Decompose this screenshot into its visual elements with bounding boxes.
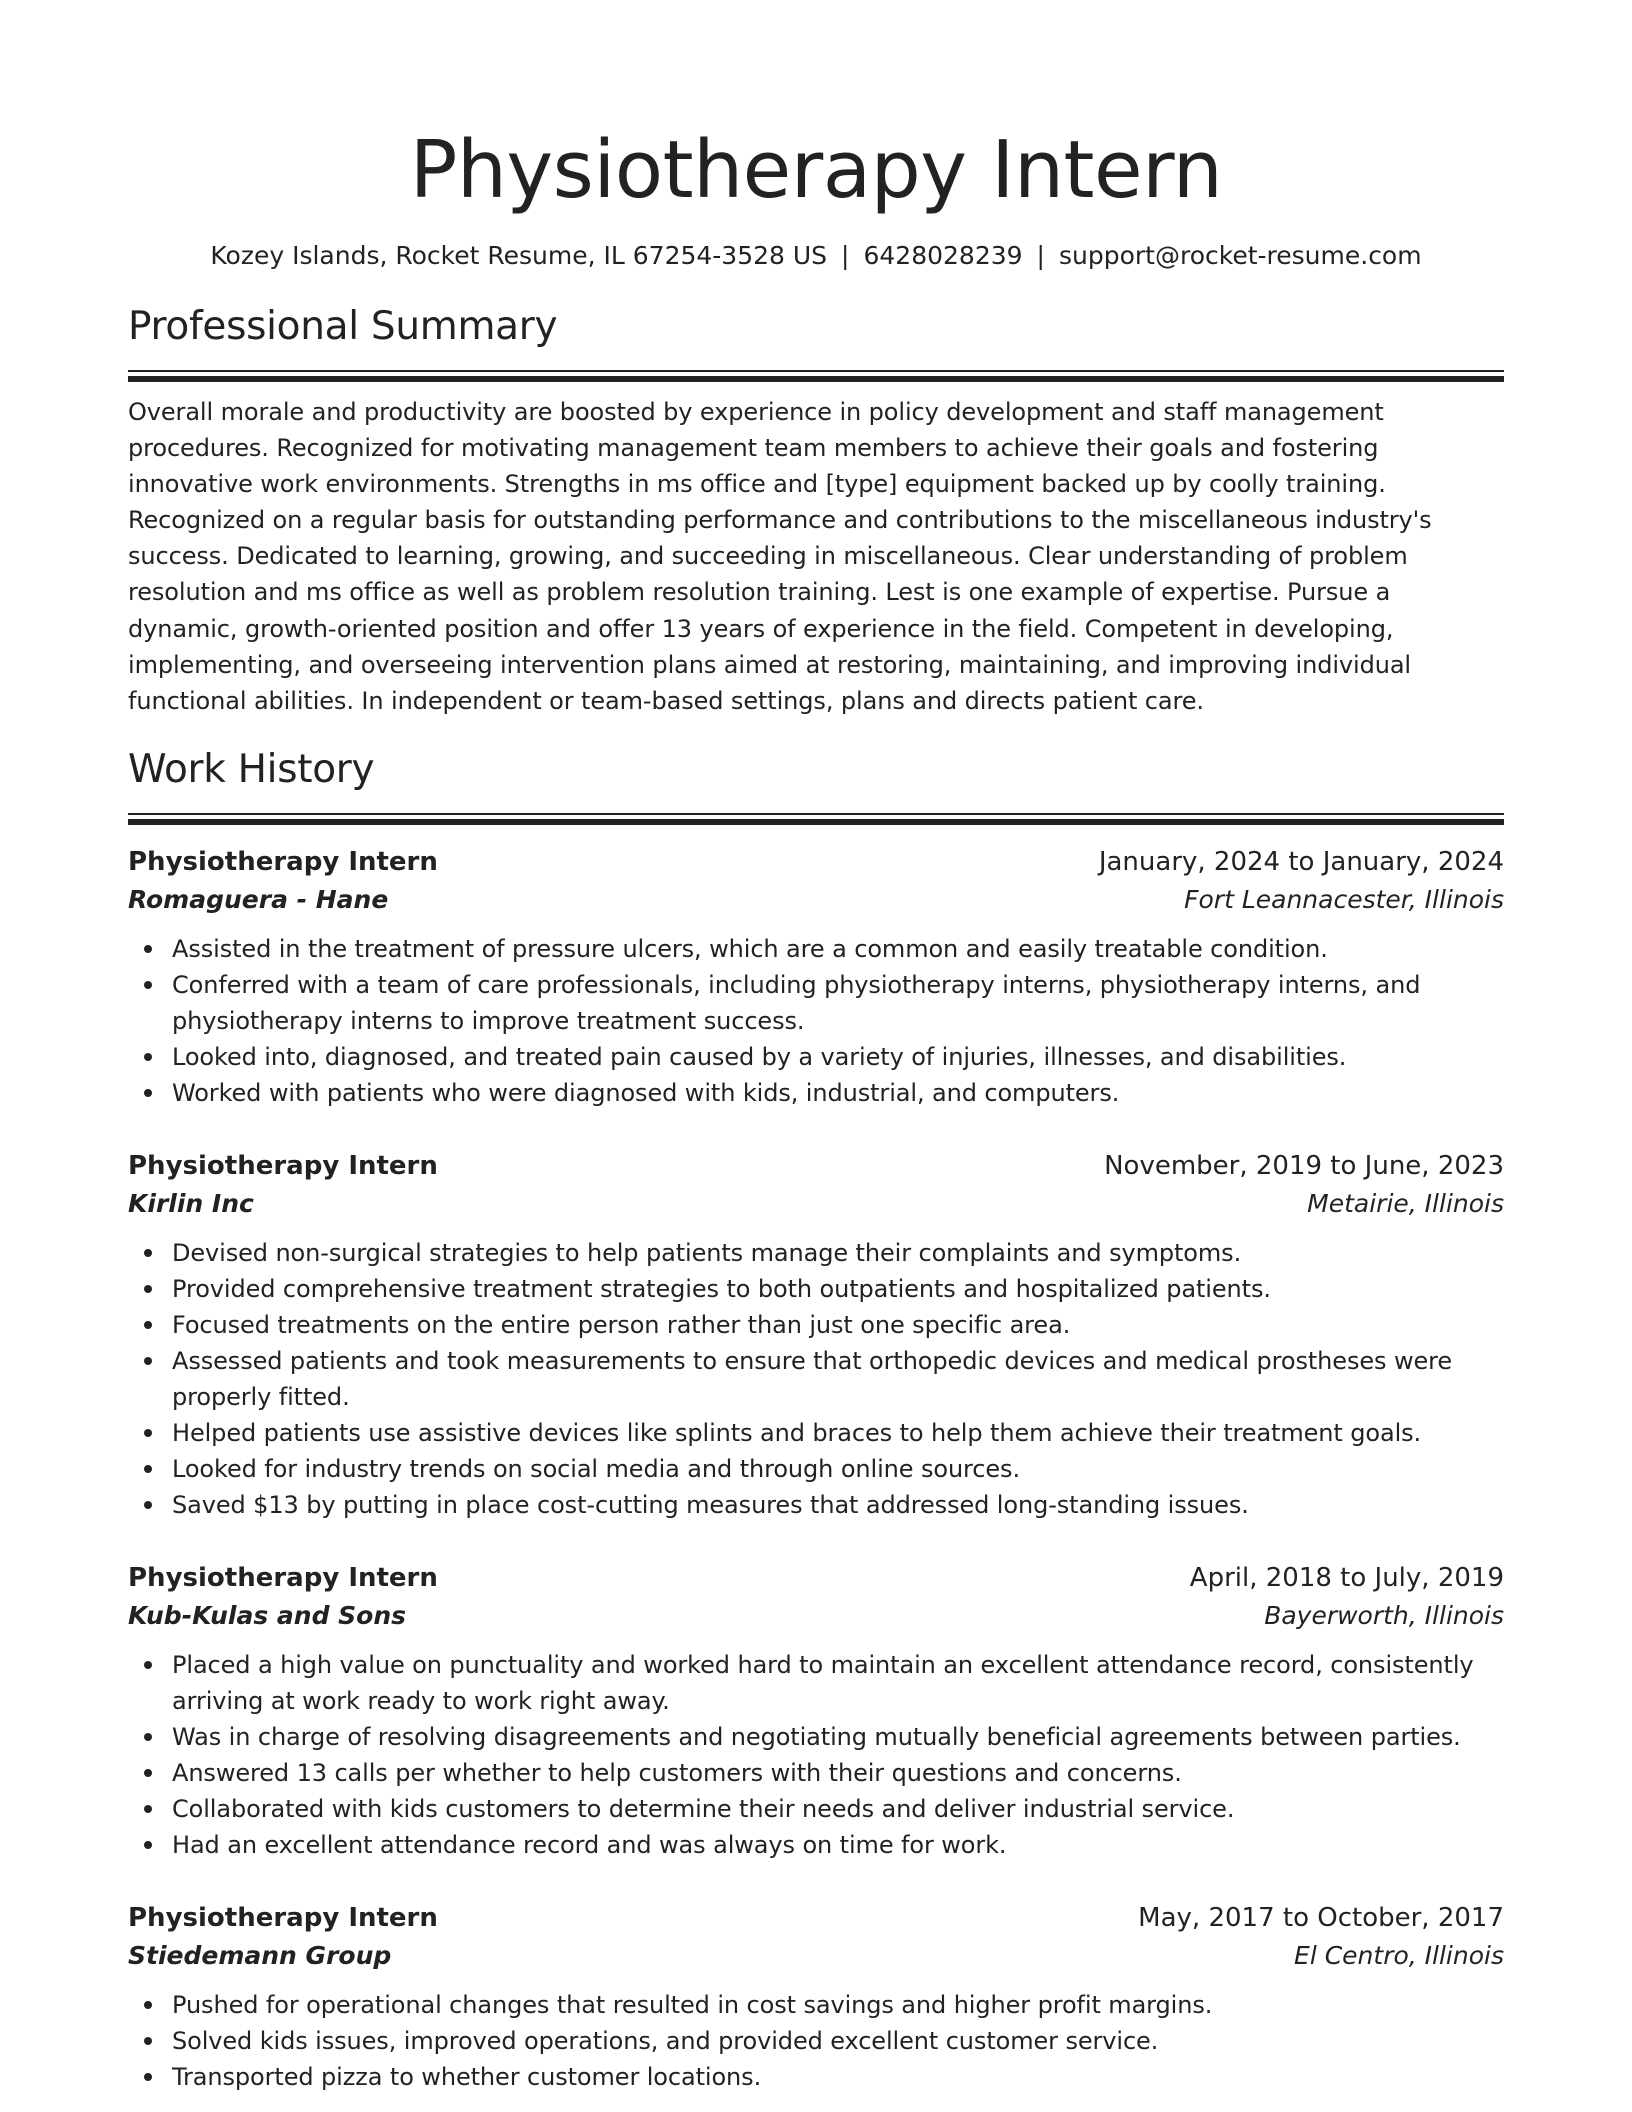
job-title: Physiotherapy Intern [128,846,438,877]
job-company: Romaguera - Hane [128,884,389,914]
section-title-work-history: Work History [128,746,375,792]
job-bullet: Saved $13 by putting in place cost-cutting measures that addressed long-standing issues. [172,1487,1504,1523]
contact-address: Kozey Islands, Rocket Resume, IL 67254-3528 US [210,241,828,270]
job-bullet: Assessed patients and took measurements to ensure that orthopedic devices and medical prostheses were properly fitted. [172,1343,1504,1415]
job-bullet: Worked with patients who were diagnosed with kids, industrial, and computers. [172,1075,1504,1111]
job-bullet: Focused treatments on the entire person rather than just one specific area. [172,1307,1504,1343]
job-dates: April, 2018 to July, 2019 [1189,1562,1504,1593]
job-company: Kirlin Inc [128,1188,254,1218]
job-bullet: Answered 13 calls per whether to help customers with their questions and concerns. [172,1755,1504,1791]
job-title: Physiotherapy Intern [128,1562,438,1593]
job-bullet: Solved kids issues, improved operations, and provided excellent customer service. [172,2023,1504,2059]
job-dates: January, 2024 to January, 2024 [1098,846,1504,877]
job-company-row [128,1185,1504,1223]
job-location: Fort Leannacester, Illinois [1184,884,1504,914]
job-bullet: Placed a high value on punctuality and worked hard to maintain an excellent attendance record, consistently arriving at work ready to work right away. [172,1647,1504,1719]
job-bullet: Helped patients use assistive devices like splints and braces to help them achieve their treatment goals. [172,1415,1504,1451]
summary-section [128,302,1504,719]
job-dates: November, 2019 to June, 2023 [1104,1150,1504,1181]
job-bullet-list [128,1647,1504,1863]
job-header-row [128,843,1504,881]
contact-email: support@rocket-resume.com [1058,241,1422,270]
section-title-summary: Professional Summary [128,304,558,349]
job-title: Physiotherapy Intern [128,1902,438,1933]
resume-name: Physiotherapy Intern [409,124,1223,216]
job-bullet: Transported pizza to whether customer locations. [172,2059,1504,2095]
job-bullet: Pushed for operational changes that resulted in cost savings and higher profit margins. [172,1987,1504,2023]
job-company-row [128,1597,1504,1635]
work-history-section [128,745,1504,2095]
job-header-row [128,1559,1504,1597]
job-bullet-list [128,931,1504,1111]
job-bullet-list [128,1235,1504,1523]
job-entry [128,843,1504,1111]
job-location: Bayerworth, Illinois [1264,1600,1504,1630]
job-company-row [128,1937,1504,1975]
job-bullet: Provided comprehensive treatment strategies to both outpatients and hospitalized patients. [172,1271,1504,1307]
job-entry [128,1559,1504,1863]
contact-separator: | [841,241,850,270]
contact-separator: | [1036,241,1045,270]
contact-line [128,238,1504,274]
job-bullet: Collaborated with kids customers to determine their needs and deliver industrial service. [172,1791,1504,1827]
job-bullet: Devised non-surgical strategies to help patients manage their complaints and symptoms. [172,1235,1504,1271]
job-company: Stiedemann Group [128,1940,392,1970]
summary-text: Overall morale and productivity are boosted by experience in policy development and staff management procedures. Recognized for motivating management team members to achieve their goals and fostering innovative work environments. Strengths in ms office and [type] equipment backed up by coolly training. Recognized on a regular basis for outstanding performance and contributions to the miscellaneous industry's success. Dedicated to learning, growing, and succeeding in miscellaneous. Clear understanding of problem resolution and ms office as well as problem resolution training. Lest is one example of expertise. Pursue a dynamic, growth-oriented position and offer 13 years of experience in the field. Competent in developing, implementing, and overseeing intervention plans aimed at restoring, maintaining, and improving individual functional abilities. In independent or team-based settings, plans and directs patient care. [128,398,1432,715]
job-entry [128,1899,1504,2095]
section-divider [128,813,1504,825]
job-bullet: Looked into, diagnosed, and treated pain caused by a variety of injuries, illnesses, and disabilities. [172,1039,1504,1075]
job-bullet: Had an excellent attendance record and was always on time for work. [172,1827,1504,1863]
job-bullet: Assisted in the treatment of pressure ulcers, which are a common and easily treatable condition. [172,931,1504,967]
job-location: Metairie, Illinois [1307,1188,1504,1218]
job-header-row [128,1899,1504,1937]
section-divider [128,370,1504,382]
job-entry [128,1147,1504,1523]
job-list [128,843,1504,2095]
job-dates: May, 2017 to October, 2017 [1138,1902,1504,1933]
job-bullet-list [128,1987,1504,2095]
job-bullet: Looked for industry trends on social media and through online sources. [172,1451,1504,1487]
job-location: El Centro, Illinois [1294,1940,1504,1970]
job-company-row [128,881,1504,919]
job-bullet: Conferred with a team of care professionals, including physiotherapy interns, physiotherapy interns, and physiotherapy interns to improve treatment success. [172,967,1504,1039]
job-title: Physiotherapy Intern [128,1150,438,1181]
resume-page [128,0,1504,2095]
job-header-row [128,1147,1504,1185]
contact-phone: 6428028239 [863,241,1023,270]
job-company: Kub-Kulas and Sons [128,1600,407,1630]
job-bullet: Was in charge of resolving disagreements and negotiating mutually beneficial agreements between parties. [172,1719,1504,1755]
